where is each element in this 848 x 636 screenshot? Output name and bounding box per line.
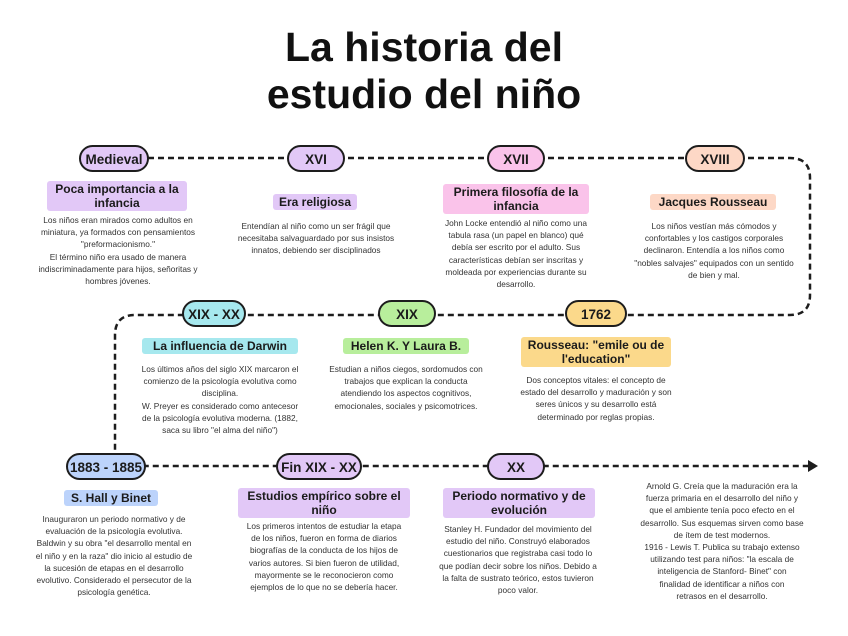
- era-pill-xix-xx: XIX - XX: [182, 300, 246, 327]
- description-xviii: Los niños vestían más cómodos y confortables y los castigos corporales declinaron. Entendía a los niños como "nobles salvajes" equipados con un sentido de bien y mal.: [634, 221, 794, 280]
- arrow-head-icon: [808, 460, 818, 472]
- topic-label-medieval: Poca importancia a la infancia: [47, 181, 187, 211]
- description-xix-xx: Los últimos años del siglo XIX marcaron el comienzo de la psicología evolutiva como disciplina. W. Preyer es considerado como antecesor de la psicología evolutiva moderna. (1882, saca su libro "el alma del niño"): [141, 364, 299, 436]
- topic-label-xx: Periodo normativo y de evolución: [443, 488, 595, 518]
- era-pill-1883-1885: 1883 - 1885: [66, 453, 146, 480]
- era-pill-xx: XX: [487, 453, 545, 480]
- description-xx: Stanley H. Fundador del movimiento del estudio del niño. Construyó elaborados cuestionarios que registraba casi todo lo que podían decir sobre los niños. Debido a la falta de sustrato teórico, estos tuvieron poco valor.: [439, 524, 597, 596]
- description-1762: Dos conceptos vitales: el concepto de estado del desarrollo y maduración y son seres únicos y su desarrollo está determinado por reglas propias.: [520, 375, 672, 422]
- topic-label-xvii: Primera filosofía de la infancia: [443, 184, 589, 214]
- topic-label-1762: Rousseau: "emile ou de l'education": [521, 337, 671, 367]
- description-medieval: Los niños eran mirados como adultos en miniatura, ya formados con pensamientos "preformacionismo." El término niño era usado de manera indiscriminadamente para hijos, señoritas y hombres jóvenes.: [38, 215, 198, 287]
- era-pill-xvii: XVII: [487, 145, 545, 172]
- title-line-1: La historia del: [285, 24, 563, 70]
- era-pill-xviii: XVIII: [685, 145, 745, 172]
- era-pill-1762: 1762: [565, 300, 627, 327]
- description-xvi: Entendían al niño como un ser frágil que necesitaba salvaguardado por sus insistos innatos, debiendo ser disciplinados: [237, 221, 395, 256]
- title-line-2: estudio del niño: [266, 71, 582, 117]
- topic-label-fin-xix-xx: Estudios empírico sobre el niño: [238, 488, 410, 518]
- description-xvii: John Locke entendió al niño como una tabula rasa (un papel en blanco) qué debía ser escrito por el adulto. Sus características debían ser inscritas y moldeada por experiencias durante su desarrollo.: [444, 218, 588, 290]
- topic-label-1883-1885: S. Hall y Binet: [64, 490, 158, 506]
- description-xix: Estudian a niños ciegos, sordomudos con trabajos que explican la conducta atendiendo los aspectos cognitivos, emocionales, sociales y psicomotrices.: [329, 364, 483, 411]
- topic-label-xix-xx: La influencia de Darwin: [142, 338, 298, 354]
- era-pill-medieval: Medieval: [79, 145, 149, 172]
- era-pill-xvi: XVI: [287, 145, 345, 172]
- topic-label-xix: Helen K. Y Laura B.: [343, 338, 469, 354]
- topic-label-xvi: Era religiosa: [273, 194, 357, 210]
- era-pill-fin-xix-xx: Fin XIX - XX: [276, 453, 362, 480]
- description-1883-1885: Inauguraron un periodo normativo y de evaluación de la psicología evolutiva. Baldwin y su obra "el desarrollo mental en el niño y en la raza" dio inicio al estudio de la sucesión de etapas en el desarrollo evolutivo. Considerado el persecutor de la psicología genética.: [35, 514, 193, 598]
- description-fin-xix-xx: Los primeros intentos de estudiar la etapa de los niños, fueron en forma de diarios biografías de la conducta de los hijos de varios autores. Si bien fueron de utilidad, mayormente se le reconocieron como ejemplos de lo que no se debería hacer.: [246, 521, 402, 593]
- era-pill-xix: XIX: [378, 300, 436, 327]
- topic-label-xviii: Jacques Rousseau: [650, 194, 776, 210]
- description-xx-extra: Arnold G. Creía que la maduración era la fuerza primaria en el desarrollo del niño y que el ambiente tenía poco efecto en el desarrollo. Sus esquemas sirven como base de ítem de test modernos. 1916 - Lewis T. Publica su trabajo extenso utilizando test para niños: "la escala de inteligencia de Stanford- Binet" con finalidad de identificar a niños con retrasos en el desarrollo.: [640, 481, 804, 601]
